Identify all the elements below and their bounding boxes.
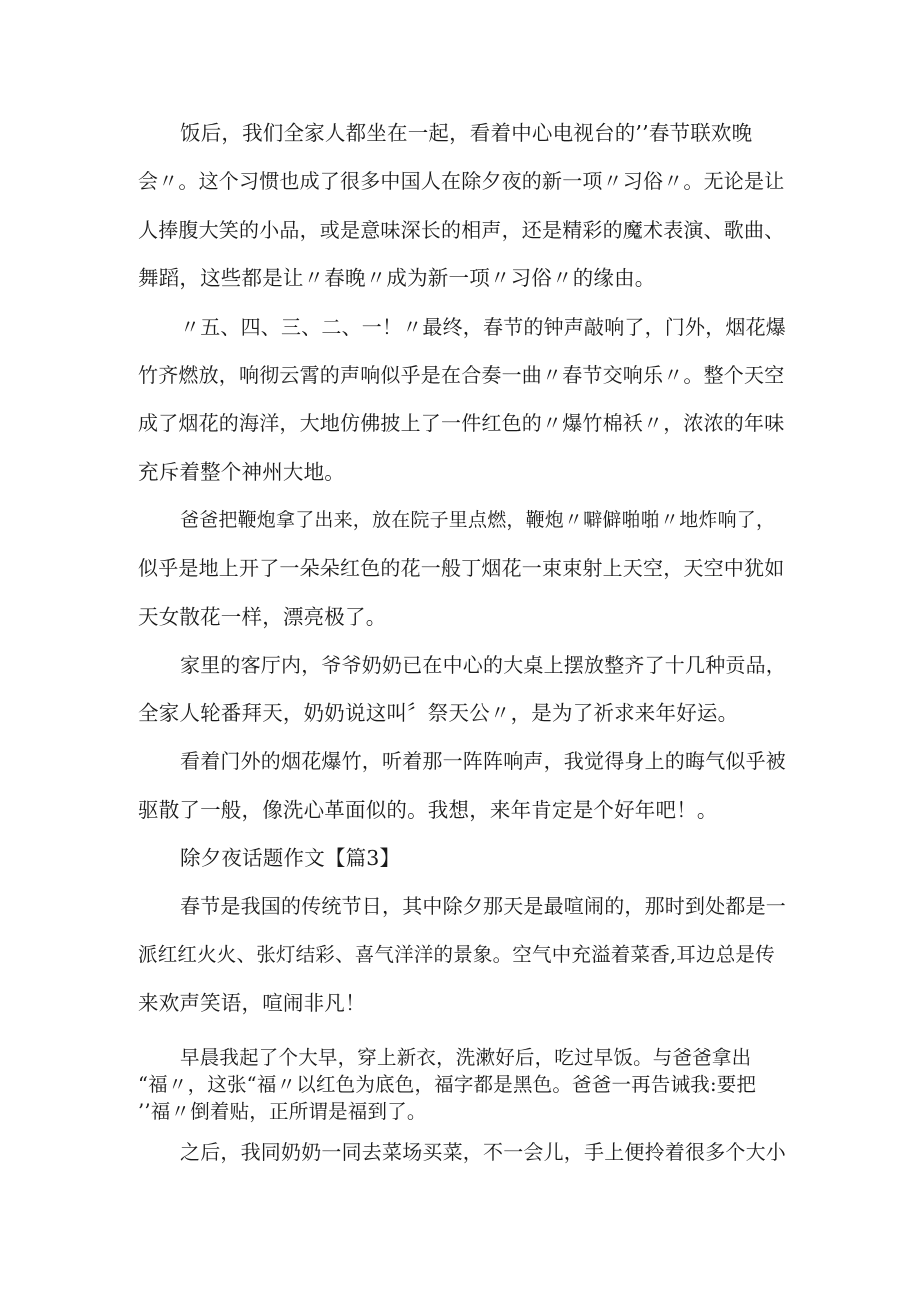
- text-line: 全家人轮番拜天，奶奶说这叫〞祭天公〃，是为了祈求来年好运。: [138, 701, 739, 725]
- text-line: 充斥着整个神州大地。: [138, 460, 345, 484]
- text-line: 舞蹈，这些都是让〃春晚〃成为新一项〃习俗〃的缘由。: [138, 266, 656, 290]
- text-line: 春节是我国的传统节日，其中除夕那天是最喧闹的，那时到处都是一: [180, 894, 786, 918]
- text-line: 人捧腹大笑的小品，或是意味深长的相声，还是精彩的魔术表演、歌曲、: [138, 218, 785, 242]
- text-line: 会〃。这个习惯也成了很多中国人在除夕夜的新一项〃习俗〃。无论是让: [138, 169, 785, 193]
- text-line: 之后，我同奶奶一同去菜场买菜，不一会儿，手上便拎着很多个大小: [180, 1140, 786, 1164]
- text-line: 饭后，我们全家人都坐在一起，看着中心电视台的’’春节联欢晚: [180, 121, 753, 145]
- text-line: 早晨我起了个大早，穿上新衣，洗漱好后，吃过早饭。与爸爸拿出: [180, 1046, 752, 1069]
- text-line: ’’福〃倒着贴，正所谓是福到了。: [138, 1100, 427, 1123]
- text-line: 派红红火火、张灯结彩、喜气洋洋的景象。空气中充溢着菜香,耳边总是传: [138, 943, 775, 966]
- text-line: 似乎是地上开了一朵朵红色的花一般丁烟花一束束射上天空，天空中犹如: [138, 556, 785, 580]
- text-line: “福〃，这张“福〃以红色为底色，福字都是黑色。爸爸一再告诫我:要把: [138, 1073, 757, 1096]
- text-line: 〃五、四、三、二、一！〃最终，春节的钟声敲响了，门外，烟花爆: [180, 315, 786, 339]
- text-line: 来欢声笑语，喧闹非凡！: [138, 991, 366, 1015]
- text-line: 家里的客厅内，爷爷奶奶已在中心的大桌上摆放整齐了十几种贡品，: [180, 653, 786, 677]
- text-line: 成了烟花的海洋，大地仿佛披上了一件红色的〃爆竹棉袄〃，浓浓的年味: [138, 411, 785, 435]
- text-line: 驱散了一般，像洗心革面似的。我想，来年肯定是个好年吧！。: [138, 798, 718, 822]
- text-line: 爸爸把鞭炮拿了出来，放在院子里点燃，鞭炮〃噼僻啪啪〃地炸响了，: [180, 509, 776, 531]
- text-line: 看着门外的烟花爆竹，听着那一阵阵响声，我觉得身上的晦气似乎被: [180, 749, 786, 773]
- text-line: 竹齐燃放，响彻云霄的声响似乎是在合奏一曲〃春节交响乐〃。整个天空: [138, 363, 785, 387]
- section-heading: 除夕夜话题作文【篇3】: [180, 846, 401, 870]
- text-line: 天女散花一样，漂亮极了。: [138, 605, 387, 629]
